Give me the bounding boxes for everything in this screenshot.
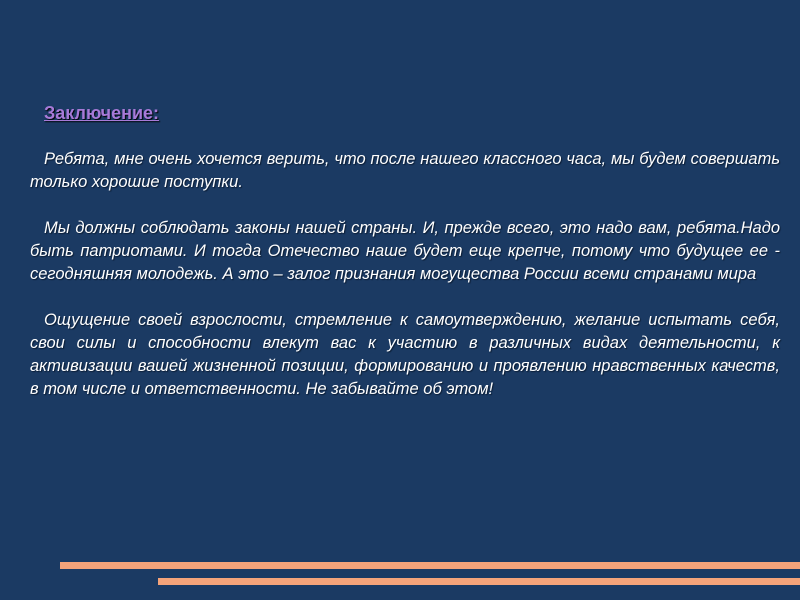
paragraph-2: Мы должны соблюдать законы нашей страны. И, прежде всего, это надо вам, ребята.Надо быть патриотами. И тогда Отечество наше будет еще крепче, потому что будущее ее - сегодняшняя молодежь. А это – залог признания могущества России всеми странами мира — [30, 219, 780, 283]
paragraph-1: Ребята, мне очень хочется верить, что после нашего классного часа, мы будем совершать только хорошие поступки. — [30, 150, 780, 191]
decorative-stripe-upper — [60, 562, 800, 569]
paragraph-3: Ощущение своей взрослости, стремление к самоутверждению, желание испытать себя, свои силы и способности влекут вас к участию в различных видах деятельности, к активизации вашей жизненной позиции, формированию и проявлению нравственных качеств, в том числе и ответственности. Не забывайте об этом! — [30, 311, 780, 398]
slide-content — [30, 100, 780, 401]
decorative-stripe-lower — [158, 578, 800, 585]
slide-title: Заключение: — [44, 103, 160, 123]
